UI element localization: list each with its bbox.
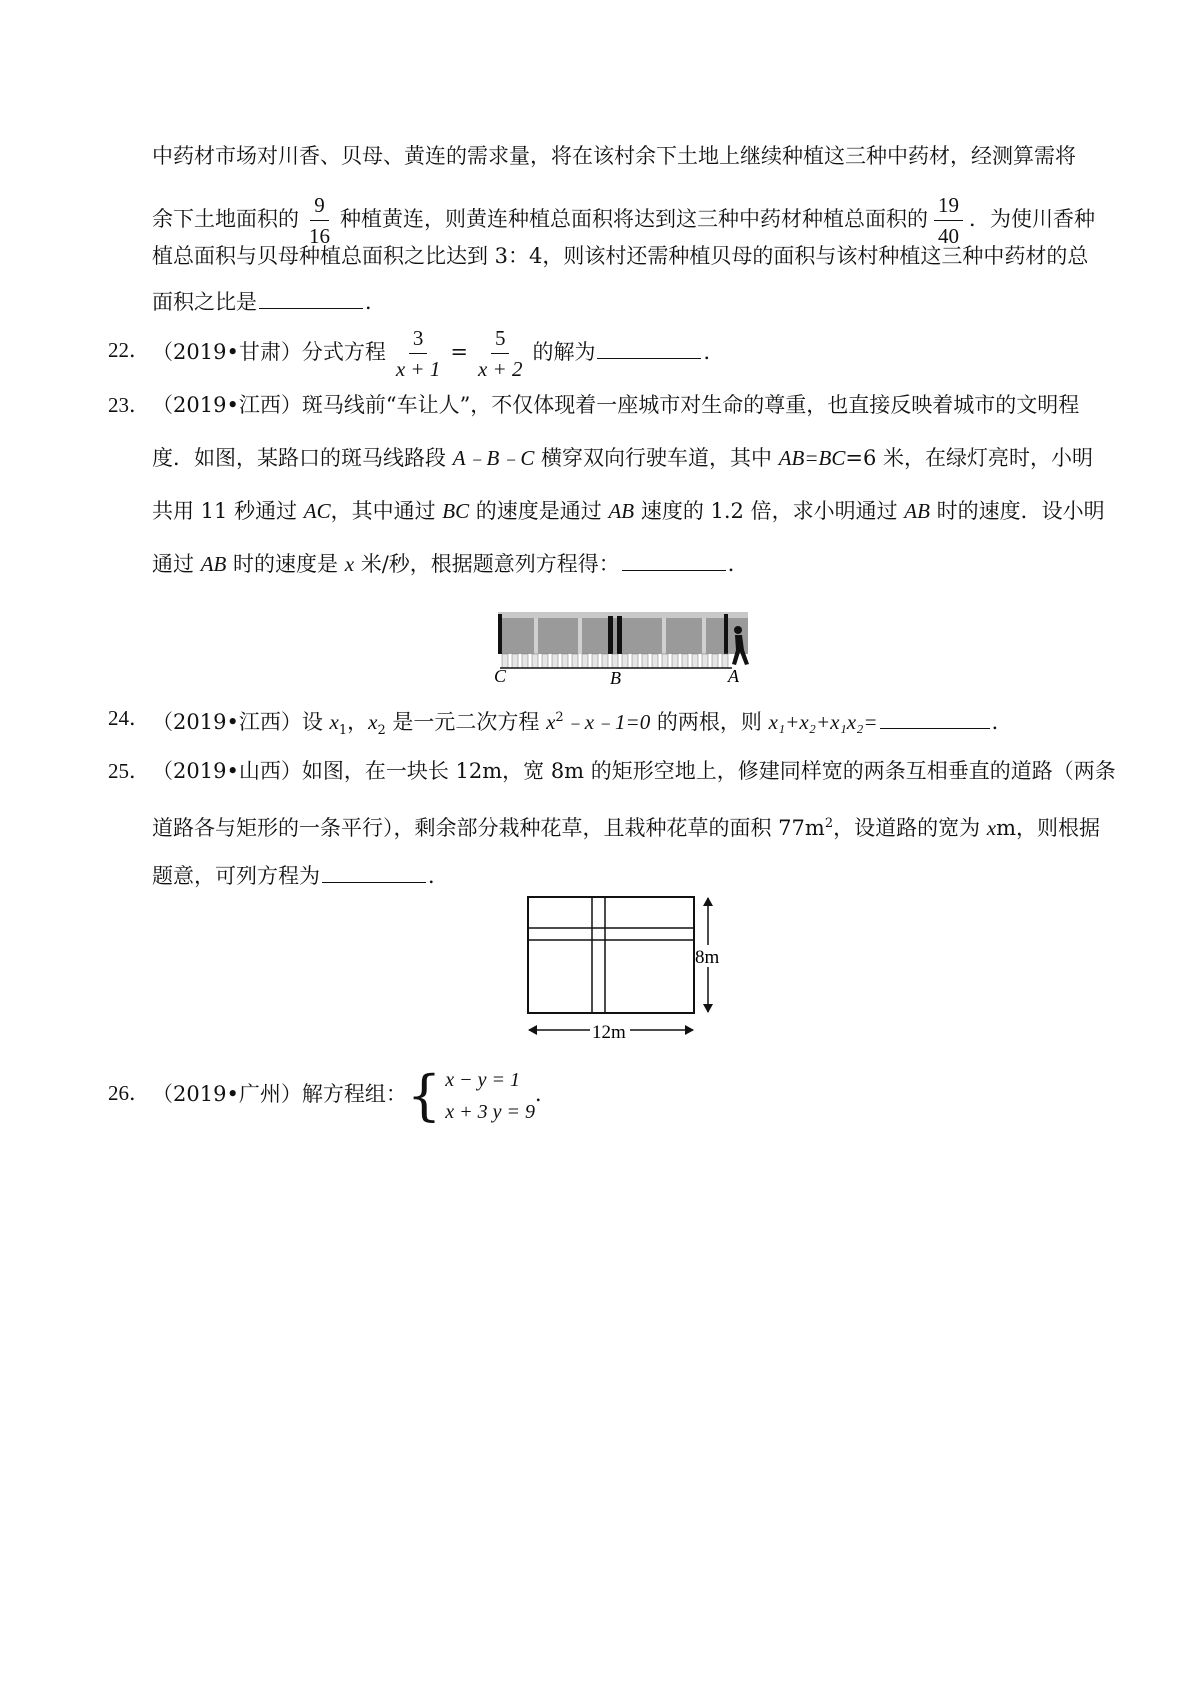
answer-blank bbox=[322, 862, 426, 883]
q23-text-3c: 的速度是通过 bbox=[469, 499, 609, 523]
fraction-numerator: 5 bbox=[491, 323, 510, 354]
q24-text-b: 是一元二次方程 bbox=[385, 710, 547, 734]
answer-blank bbox=[622, 550, 726, 571]
q25-text-3a: 题意，可列方程为 bbox=[152, 864, 320, 888]
q23-x: x bbox=[344, 552, 355, 576]
curb-left bbox=[498, 614, 502, 654]
q23-text-4a: 通过 bbox=[152, 552, 201, 576]
q24-sep: ， bbox=[347, 710, 369, 734]
equation-row-2: x + 3 y = 9 bbox=[445, 1100, 535, 1123]
equals-sign: = bbox=[450, 340, 468, 364]
q22-number: 22． bbox=[108, 338, 150, 362]
fraction-denominator: 16 bbox=[309, 224, 330, 248]
q23-number: 23． bbox=[108, 393, 150, 417]
q23-text-4c: 米/秒，根据题意列方程得： bbox=[354, 552, 620, 576]
q25-number: 25． bbox=[108, 759, 150, 783]
fraction-numerator: 19 bbox=[934, 190, 963, 221]
q25-text-2b: ，设道路的宽为 bbox=[833, 816, 987, 840]
q25-line-1 bbox=[152, 757, 1116, 785]
q22-line bbox=[152, 323, 724, 384]
q25-text-2a: 道路各与矩形的一条平行），剩余部分栽种花草，且栽种花草的面积 77m bbox=[152, 816, 825, 840]
q23-text-3a: 共用 11 秒通过 bbox=[152, 499, 304, 523]
median-line bbox=[617, 616, 622, 654]
fraction-denominator: x + 2 bbox=[477, 357, 523, 381]
q24-x2: x bbox=[368, 710, 378, 734]
height-label: 8m bbox=[695, 947, 720, 968]
q25-line-2 bbox=[152, 810, 1100, 842]
q25-text-2c: m，则根据 bbox=[996, 816, 1101, 840]
q24-number: 24． bbox=[108, 706, 150, 730]
q24-expr: x₁+x₂+x₁x₂= bbox=[768, 710, 878, 734]
q24-line bbox=[152, 704, 1013, 745]
q23-ac: AC bbox=[303, 499, 331, 523]
equation-row-1: x − y = 1 bbox=[445, 1068, 520, 1091]
brace-icon: { bbox=[406, 1063, 442, 1127]
q24-end: ． bbox=[991, 710, 1013, 734]
q25-text-1: （2019•山西）如图，在一块长 12m，宽 8m 的矩形空地上，修建同样宽的两条互相垂直的道路（两条 bbox=[152, 759, 1116, 783]
rectangle-roads-figure bbox=[520, 892, 726, 1042]
q26-text: （2019•广州）解方程组： bbox=[152, 1082, 407, 1106]
q24-sub-2: 2 bbox=[377, 723, 386, 739]
q23-line-4 bbox=[152, 550, 749, 578]
median-line bbox=[608, 616, 613, 654]
q24-eq-rest: ﹣x﹣1=0 bbox=[563, 710, 651, 734]
q24-eq-x: x bbox=[546, 710, 556, 734]
equation-system bbox=[407, 1064, 535, 1128]
q23-ab-2: AB bbox=[904, 499, 930, 523]
q26-number: 26． bbox=[108, 1081, 150, 1105]
q21-text-4a: 面积之比是 bbox=[152, 290, 257, 314]
fraction-denominator: x + 1 bbox=[395, 357, 441, 381]
q26-end: ． bbox=[534, 1082, 556, 1106]
q25-line-3 bbox=[152, 862, 449, 890]
q21-line-4 bbox=[152, 288, 386, 316]
answer-blank bbox=[880, 708, 990, 729]
q23-bc: BC bbox=[442, 499, 470, 523]
label-b: B bbox=[610, 668, 621, 684]
fraction-numerator: 9 bbox=[310, 190, 329, 221]
q25-sup: 2 bbox=[824, 816, 834, 831]
crosswalk-figure bbox=[494, 610, 764, 684]
q23-text-2b: 横穿双向行驶车道，其中 bbox=[534, 446, 779, 470]
q23-ab-3: AB bbox=[200, 552, 227, 576]
q23-line-2 bbox=[152, 444, 1093, 472]
q24-text-c: 的两根，则 bbox=[650, 710, 769, 734]
q21-text-1: 中药材市场对川香、贝母、黄连的需求量，将在该村余下土地上继续种植这三种中药材，经测算需将 bbox=[152, 144, 1076, 168]
q23-end: ． bbox=[727, 552, 749, 576]
label-c: C bbox=[494, 666, 507, 684]
q23-text-1: （2019•江西）斑马线前“车让人”，不仅体现着一座城市对生命的尊重，也直接反映着城市的文明程 bbox=[152, 393, 1080, 417]
fraction-5-over-x-plus-2 bbox=[474, 323, 527, 384]
q22-end: ． bbox=[703, 340, 725, 364]
q21-text-4b: ． bbox=[365, 290, 386, 314]
q21-line-3 bbox=[152, 242, 1088, 270]
label-a: A bbox=[728, 666, 739, 684]
fraction-numerator: 3 bbox=[409, 323, 428, 354]
q23-text-4b: 时的速度是 bbox=[226, 552, 345, 576]
width-label: 12m bbox=[592, 1022, 626, 1042]
q21-text-2a: 余下土地面积的 bbox=[152, 207, 299, 231]
q26-line bbox=[152, 1062, 556, 1128]
q23-text-3b: ，其中通过 bbox=[330, 499, 443, 523]
answer-blank bbox=[597, 338, 701, 359]
q24-sub-1: 1 bbox=[338, 723, 348, 739]
q23-path: A﹣B﹣C bbox=[452, 446, 535, 470]
q23-line-3 bbox=[152, 497, 1105, 525]
curb-right bbox=[724, 614, 728, 654]
q24-sup: 2 bbox=[555, 710, 564, 725]
q23-text-2c: =6 米，在绿灯亮时，小明 bbox=[845, 446, 1094, 470]
q25-end: ． bbox=[428, 864, 449, 888]
q23-text-3e: 时的速度．设小明 bbox=[929, 499, 1105, 523]
answer-blank bbox=[259, 288, 363, 309]
road-edge bbox=[498, 612, 748, 618]
q23-line-1 bbox=[152, 391, 1079, 419]
field-rectangle bbox=[528, 897, 694, 1013]
q23-text-2a: 度．如图，某路口的斑马线路段 bbox=[152, 446, 453, 470]
q23-text-3d: 速度的 1.2 倍，求小明通过 bbox=[634, 499, 905, 523]
q21-text-2b: 种植黄连，则黄连种植总面积将达到这三种中药材种植总面积的 bbox=[340, 207, 928, 231]
q24-x1: x bbox=[329, 710, 339, 734]
q23-eq: AB=BC bbox=[778, 446, 846, 470]
q22-text-a: （2019•甘肃）分式方程 bbox=[152, 340, 386, 364]
q21-text-2c: ．为使川香种 bbox=[969, 207, 1095, 231]
q21-line-1 bbox=[152, 142, 1076, 170]
zebra-stripes bbox=[502, 654, 728, 668]
q24-text-a: （2019•江西）设 bbox=[152, 710, 330, 734]
fraction-3-over-x-plus-1 bbox=[392, 323, 445, 384]
q25-x: x bbox=[986, 816, 997, 840]
q22-text-b: 的解为 bbox=[532, 340, 596, 364]
q23-ab: AB bbox=[608, 499, 635, 523]
q21-text-3: 植总面积与贝母种植总面积之比达到 3：4，则该村还需种植贝母的面积与该村种植这三种中药材的总 bbox=[152, 244, 1089, 268]
fraction-denominator: 40 bbox=[938, 224, 959, 248]
